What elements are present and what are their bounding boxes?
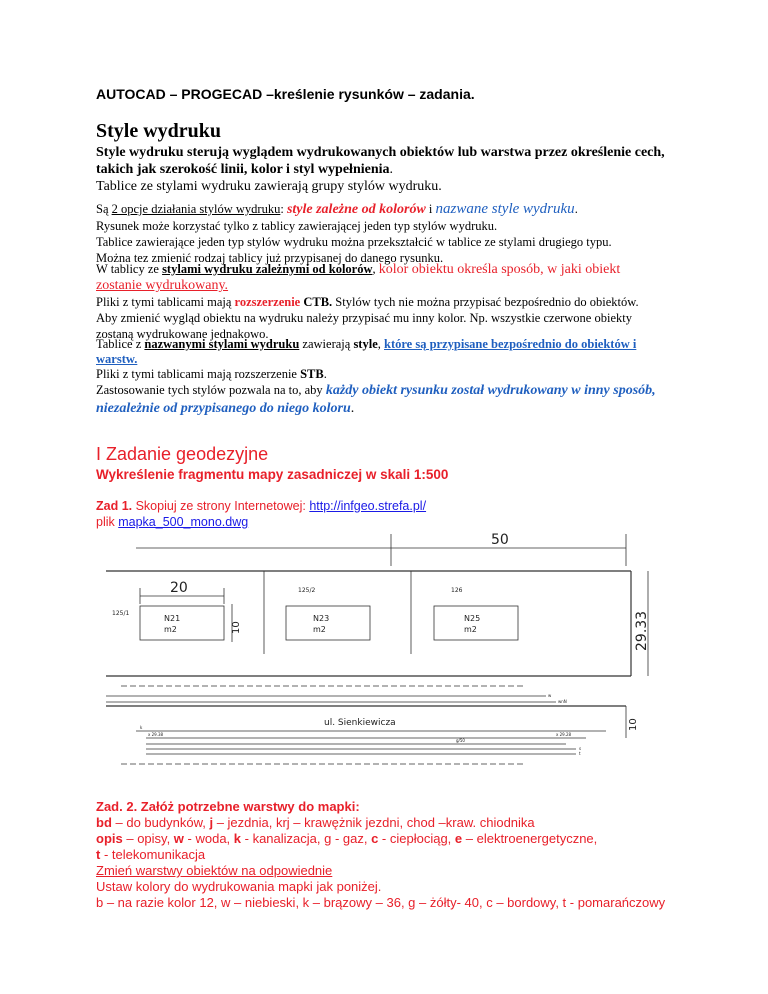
zad1-line1	[96, 499, 426, 513]
bld3-area: m2	[464, 625, 477, 634]
zad2-l2i: e	[454, 831, 463, 846]
stb-line2	[96, 366, 327, 383]
parcel-label-right: 126	[451, 587, 463, 594]
zad2-l2b: – opisy,	[122, 831, 174, 846]
zad2-l2g: c	[371, 831, 379, 846]
parcel-label-mid: 125/2	[298, 587, 316, 594]
zad1-file-prefix: plik	[96, 515, 119, 529]
stb-l4b: .	[350, 401, 355, 416]
stb-line1	[96, 336, 636, 353]
label-wn: wnN	[558, 699, 567, 704]
label-s: s	[579, 746, 582, 751]
ctb-a: W tablicy ze	[96, 262, 163, 276]
stb-l3a: Zastosowanie tych stylów pozwala na to, aby	[96, 383, 326, 397]
stb-e: ,	[377, 337, 384, 351]
stb-f: które są przypisane bezpośrednio do obiektów i	[384, 337, 637, 351]
section-heading-task: I Zadanie geodezyjne	[96, 444, 269, 464]
styles-intro-line3: Tablice ze stylami wydruku zawierają grupy stylów wydruku.	[96, 179, 442, 194]
stb-l4a: niezależnie od przypisanego do niego koloru	[96, 401, 351, 416]
options-line4: Można tez zmienić rodzaj tablicy już przypisanej do danego rysunku.	[96, 251, 444, 265]
label-w: w	[548, 693, 552, 698]
zad2-l2c: w	[173, 831, 184, 846]
zad2-l2a: opis	[96, 831, 123, 846]
zad2-l2f: - kanalizacja, g - gaz,	[241, 831, 372, 846]
dim-label-10-left: 10	[231, 621, 242, 634]
styles-intro-line2	[96, 161, 393, 178]
zad2-l2e: k	[233, 831, 242, 846]
options-line3: Tablice zawierające jeden typ stylów wydruku można przekształcić w tablice ze stylami drugiego typu.	[96, 235, 612, 249]
building-n25	[434, 606, 518, 640]
zad1-file-link[interactable]: mapka_500_mono.dwg	[118, 515, 249, 529]
ctb-b: stylami wydruku zależnymi od kolorów	[162, 262, 373, 276]
stb-l2c: .	[323, 367, 327, 381]
bld2-name: N23	[313, 614, 330, 623]
ctb-l2d: Stylów tych nie można przypisać bezpośrednio do obiektów.	[332, 295, 639, 309]
options-c: :	[280, 202, 287, 216]
options-color-dependent: style zależne od kolorów	[286, 202, 426, 217]
stb-l2a: Pliki z tymi tablicami mają rozszerzenie	[96, 367, 301, 381]
stb-b: nazwanymi stylami wydruku	[144, 337, 300, 351]
zad1-label: Zad 1.	[96, 499, 133, 513]
styles-intro-line1: Style wydruku sterują wyglądem wydrukowanych obiektów lub warstwa przez określenie cech,	[96, 145, 665, 160]
stb-line3	[96, 382, 656, 399]
zad2-l2d: - woda,	[183, 831, 234, 846]
zad2-l3a: t	[96, 847, 101, 862]
options-b: 2 opcje działania stylów wydruku	[111, 202, 281, 216]
zad2-l1d: – jezdnia, krj – krawężnik jezdni, chod –kraw. chiodnika	[213, 815, 535, 830]
bld2-area: m2	[313, 625, 326, 634]
options-named: nazwane style wydruku	[435, 201, 575, 217]
dim-label-2933: 29.33	[634, 610, 650, 651]
ctb-l2b: rozszerzenie	[234, 295, 301, 309]
styles-intro-line2-dot: .	[389, 162, 394, 177]
street-name: ul. Sienkiewicza	[324, 718, 396, 728]
zad2-l3b: - telekomunikacja	[100, 847, 206, 862]
ctb-d: kolor obiektu określa sposób, w jaki obiekt	[378, 262, 621, 277]
options-a: Są	[96, 202, 112, 216]
ctb-e: zostanie wydrukowany.	[96, 278, 229, 293]
label-height-1: x 29.38	[148, 732, 164, 737]
zad2-line6: b – na razie kolor 12, w – niebieski, k – brązowy – 36, g – żółty- 40, c – bordowy, t - pomarańczowy	[96, 895, 666, 910]
label-height-2: x 29.28	[556, 732, 572, 737]
stb-line4	[96, 400, 354, 417]
dim-label-20: 20	[170, 580, 188, 596]
zad1-link[interactable]: http://infgeo.strefa.pl/	[309, 499, 427, 513]
label-k: k	[140, 725, 143, 730]
dim-label-10-right: 10	[628, 718, 639, 731]
options-line	[96, 201, 578, 218]
stb-d: style	[353, 337, 378, 351]
ctb-line2	[96, 294, 639, 311]
zad1-text: Skopiuj ze strony Internetowej:	[132, 499, 310, 513]
zad2-l1c: j	[209, 815, 214, 830]
stb-l3b: każdy obiekt rysunku został wydrukowany w inny sposób,	[325, 383, 656, 398]
styles-intro-line2-text: takich jak szerokość linii, kolor i styl wypełnienia	[96, 162, 390, 177]
bld3-name: N25	[464, 614, 481, 623]
parcel-label-left: 125/1	[112, 610, 130, 617]
map-drawing	[106, 526, 650, 776]
building-n23	[286, 606, 370, 640]
document-header: AUTOCAD – PROGECAD –kreślenie rysunków – zadania.	[96, 86, 475, 102]
ctb-l2a: Pliki z tymi tablicami mają	[96, 295, 235, 309]
section-heading-styles: Style wydruku	[96, 120, 222, 142]
building-n21	[140, 606, 224, 640]
zad2-heading: Zad. 2. Załóż potrzebne warstwy do mapki:	[96, 799, 360, 814]
zad2-l1b: – do budynków,	[111, 815, 210, 830]
zad2-line2	[96, 831, 597, 846]
task-subheading: Wykreślenie fragmentu mapy zasadniczej w skali 1:500	[96, 467, 449, 482]
stb-l2b: STB	[300, 367, 324, 381]
ctb-l2c: CTB.	[300, 295, 333, 309]
ctb-line4: zostaną wydrukowane jednakowo.	[96, 327, 269, 341]
label-t: t	[579, 751, 581, 756]
dim-label-50: 50	[491, 532, 509, 548]
zad2-line3	[96, 847, 205, 862]
options-line2: Rysunek może korzystać tylko z tablicy zawierającej jeden typ stylów wydruku.	[96, 219, 498, 233]
zad2-l2h: - ciepłociąg,	[378, 831, 455, 846]
zad2-line1	[96, 815, 535, 830]
stb-g: warstw.	[96, 352, 138, 366]
ctb-c: ,	[372, 262, 379, 276]
stb-a: Tablice z	[96, 337, 145, 351]
options-e: i	[425, 202, 436, 216]
bld1-name: N21	[164, 614, 181, 623]
label-g: g/50	[456, 738, 465, 743]
bld1-area: m2	[164, 625, 177, 634]
zad2-line5: Ustaw kolory do wydrukowania mapki jak poniżej.	[96, 879, 382, 894]
zad2-line4: Zmień warstwy obiektów na odpowiednie	[96, 863, 333, 878]
zad2-l2j: – elektroenergetyczne,	[462, 831, 598, 846]
ctb-line3: Aby zmienić wygląd obiektu na wydruku należy przypisać mu inny kolor. Np. wszystkie czerwone obiekty	[96, 311, 632, 325]
stb-c: zawierają	[299, 337, 354, 351]
options-g: .	[574, 202, 578, 216]
zad2-l1a: bd	[96, 815, 112, 830]
